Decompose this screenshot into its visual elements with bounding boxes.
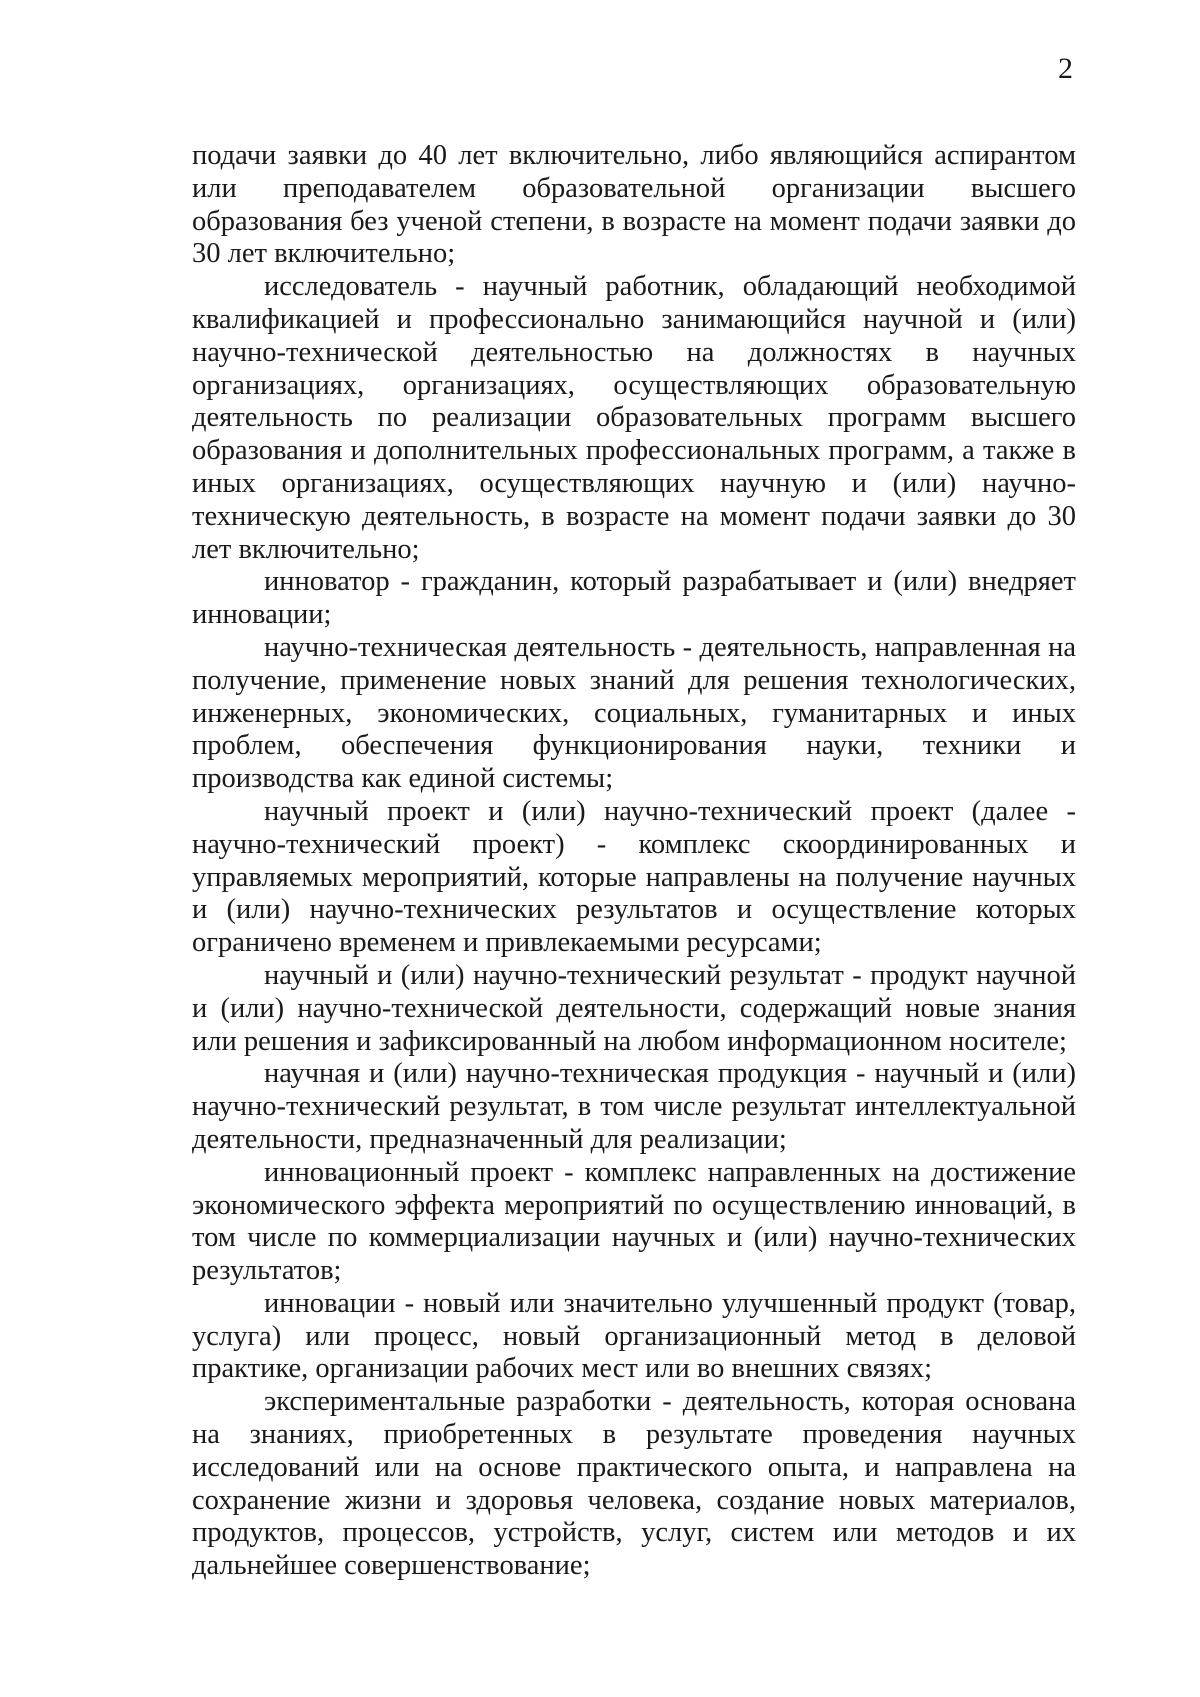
definition-innovations: инновации - новый или значительно улучшенный продукт (товар, услуга) или процесс, новый организационный метод в деловой практике, организации рабочих мест или во внешних связях;: [192, 1287, 1076, 1385]
paragraph-continuation: подачи заявки до 40 лет включительно, либо являющийся аспирантом или преподавателем образовательной организации высшего образования без ученой степени, в возрасте на момент подачи заявки до 30 лет включительно;: [192, 140, 1076, 270]
definition-scientific-project: научный проект и (или) научно-технический проект (далее - научно-технический проект) - комплекс скоординированных и управляемых мероприятий, которые направлены на получение научных и (или) научно-технических результатов и осуществление которых ограничено временем и привлекаемыми ресурсами;: [192, 795, 1076, 959]
document-body: [192, 140, 1076, 1583]
definition-innovation-project: инновационный проект - комплекс направленных на достижение экономического эффекта мероприятий по осуществлению инноваций, в том числе по коммерциализации научных и (или) научно-технических результатов;: [192, 1156, 1076, 1287]
definition-innovator: инноватор - гражданин, который разрабатывает и (или) внедряет инновации;: [192, 566, 1076, 631]
definition-experimental-development: экспериментальные разработки - деятельность, которая основана на знаниях, приобретенных в результате проведения научных исследований или на основе практического опыта, и направлена на сохранение жизни и здоровья человека, создание новых материалов, продуктов, процессов, устройств, услуг, систем или методов и их дальнейшее совершенствование;: [192, 1386, 1076, 1582]
page-number: 2: [1058, 52, 1073, 85]
definition-scientific-product: научная и (или) научно-техническая продукция - научный и (или) научно-технический результат, в том числе результат интеллектуальной деятельности, предназначенный для реализации;: [192, 1058, 1076, 1155]
definition-scientific-result: научный и (или) научно-технический результат - продукт научной и (или) научно-технической деятельности, содержащий новые знания или решения и зафиксированный на любом информационном носителе;: [192, 959, 1076, 1057]
definition-scientific-technical-activity: научно-техническая деятельность - деятельность, направленная на получение, применение новых знаний для решения технологических, инженерных, экономических, социальных, гуманитарных и иных проблем, обеспечения функционирования науки, техники и производства как единой системы;: [192, 631, 1076, 795]
definition-researcher: исследователь - научный работник, обладающий необходимой квалификацией и профессионально занимающийся научной и (или) научно-технической деятельностью на должностях в научных организациях, организациях, осуществляющих образовательную деятельность по реализации образовательных программ высшего образования и дополнительных профессиональных программ, а также в иных организациях, осуществляющих научную и (или) научно-техническую деятельность, в возрасте на момент подачи заявки до 30 лет включительно;: [192, 271, 1076, 565]
